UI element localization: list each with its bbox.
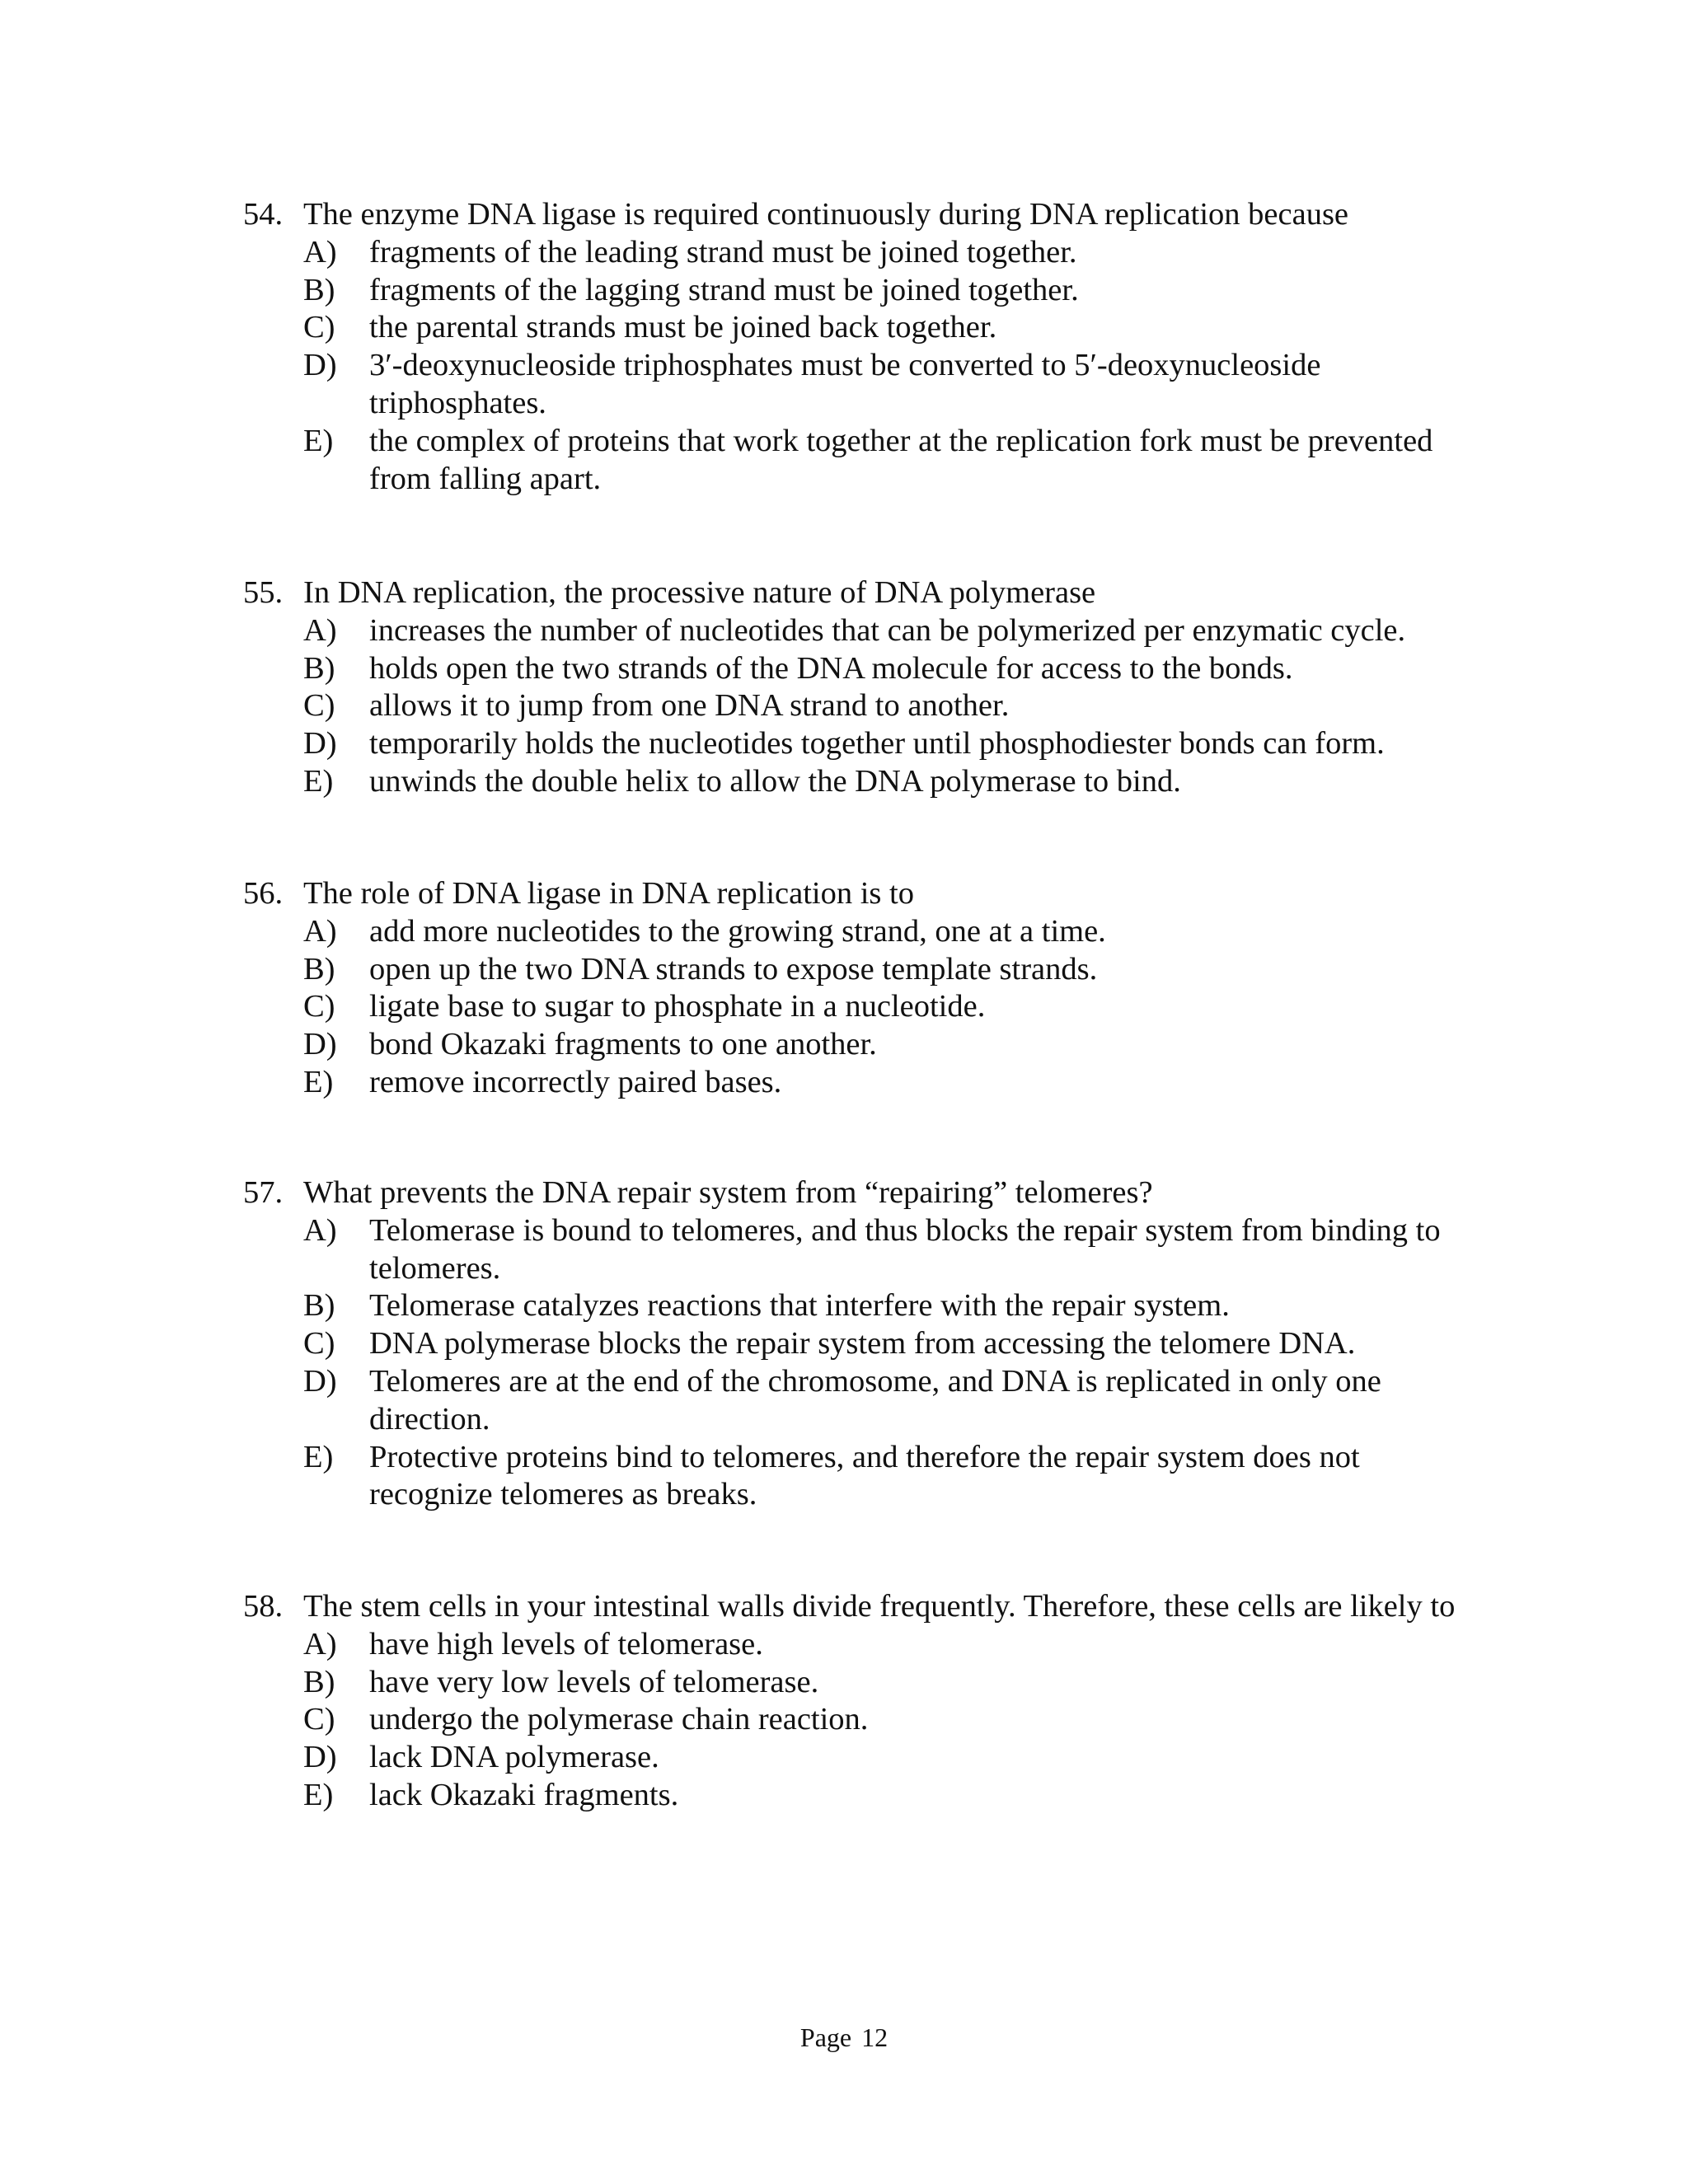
answer-option bbox=[303, 1026, 1479, 1064]
option-letter: B) bbox=[303, 650, 335, 686]
option-letter: E) bbox=[303, 763, 334, 799]
question-stem bbox=[243, 1174, 1479, 1212]
option-letter: A) bbox=[303, 913, 337, 949]
option-text: allows it to jump from one DNA strand to another. bbox=[369, 688, 1010, 724]
option-letter: E) bbox=[303, 1439, 334, 1474]
answer-option bbox=[303, 1064, 1479, 1102]
answer-options bbox=[243, 612, 1479, 801]
option-text: bond Okazaki fragments to one another. bbox=[369, 1027, 877, 1062]
answer-option bbox=[303, 1701, 1479, 1739]
answer-option bbox=[303, 650, 1479, 688]
option-letter: A) bbox=[303, 612, 337, 648]
option-text: temporarily holds the nucleotides together until phosphodiester bonds can form. bbox=[369, 726, 1385, 762]
question-number: 57. bbox=[243, 1175, 284, 1210]
option-letter: D) bbox=[303, 726, 337, 762]
answer-option bbox=[303, 1664, 1479, 1702]
page-number: 12 bbox=[861, 2022, 889, 2052]
question-number: 55. bbox=[243, 575, 284, 610]
option-letter: A) bbox=[303, 234, 337, 269]
question-stem bbox=[243, 196, 1479, 234]
page-label: Page bbox=[799, 2022, 852, 2052]
option-letter: E) bbox=[303, 1777, 334, 1812]
answer-option bbox=[303, 1777, 1479, 1815]
option-letter: E) bbox=[303, 1064, 334, 1099]
option-letter: D) bbox=[303, 1027, 337, 1062]
option-text: undergo the polymerase chain reaction. bbox=[369, 1702, 869, 1737]
option-text: lack Okazaki fragments. bbox=[369, 1777, 679, 1812]
question-text: The stem cells in your intestinal walls divide frequently. Therefore, these cells are likely to bbox=[303, 1589, 1456, 1624]
option-letter: B) bbox=[303, 951, 335, 987]
option-letter: C) bbox=[303, 688, 335, 724]
option-letter: D) bbox=[303, 348, 337, 383]
option-letter: E) bbox=[303, 423, 334, 458]
answer-options bbox=[243, 913, 1479, 1102]
option-text: lack DNA polymerase. bbox=[369, 1740, 659, 1775]
answer-options bbox=[243, 1626, 1479, 1815]
answer-option bbox=[303, 612, 1479, 650]
option-letter: C) bbox=[303, 1702, 335, 1737]
option-letter: A) bbox=[303, 1626, 337, 1661]
answer-option bbox=[303, 1739, 1479, 1777]
question-55 bbox=[243, 574, 1479, 801]
answer-option bbox=[303, 1626, 1479, 1664]
option-text: add more nucleotides to the growing strand, one at a time. bbox=[369, 913, 1106, 949]
option-text: open up the two DNA strands to expose template strands. bbox=[369, 951, 1098, 987]
answer-option bbox=[303, 1212, 1479, 1288]
option-text: Telomerase is bound to telomeres, and thus blocks the repair system from binding to telomeres. bbox=[369, 1212, 1441, 1286]
answer-option bbox=[303, 1439, 1479, 1515]
answer-option bbox=[303, 913, 1479, 951]
option-text: the complex of proteins that work together at the replication fork must be prevented from falling apart. bbox=[369, 423, 1433, 496]
option-letter: B) bbox=[303, 1288, 335, 1324]
option-text: holds open the two strands of the DNA molecule for access to the bonds. bbox=[369, 650, 1293, 686]
option-text: 3′-deoxynucleoside triphosphates must be converted to 5′-deoxynucleoside triphosphates. bbox=[369, 348, 1321, 420]
answer-option bbox=[303, 988, 1479, 1026]
option-text: fragments of the leading strand must be joined together. bbox=[369, 234, 1077, 269]
question-58 bbox=[243, 1588, 1479, 1815]
question-stem bbox=[243, 574, 1479, 612]
option-text: fragments of the lagging strand must be joined together. bbox=[369, 272, 1079, 307]
option-text: unwinds the double helix to allow the DNA polymerase to bind. bbox=[369, 763, 1181, 799]
option-letter: C) bbox=[303, 989, 335, 1024]
answer-option bbox=[303, 763, 1479, 801]
answer-option bbox=[303, 1287, 1479, 1325]
answer-option bbox=[303, 234, 1479, 272]
option-text: Telomeres are at the end of the chromosome, and DNA is replicated in only one direction. bbox=[369, 1363, 1381, 1436]
option-text: the parental strands must be joined back together. bbox=[369, 310, 997, 345]
question-number: 58. bbox=[243, 1589, 284, 1624]
option-letter: D) bbox=[303, 1740, 337, 1775]
question-number: 56. bbox=[243, 876, 284, 911]
option-letter: B) bbox=[303, 1664, 335, 1699]
question-57 bbox=[243, 1174, 1479, 1514]
option-text: Protective proteins bind to telomeres, and therefore the repair system does not recognize telomeres as breaks. bbox=[369, 1439, 1360, 1512]
answer-option bbox=[303, 309, 1479, 347]
option-letter: C) bbox=[303, 1326, 335, 1361]
answer-option bbox=[303, 347, 1479, 423]
answer-option bbox=[303, 272, 1479, 310]
answer-option bbox=[303, 1325, 1479, 1363]
answer-option bbox=[303, 687, 1479, 725]
answer-options bbox=[243, 234, 1479, 499]
question-text: What prevents the DNA repair system from “repairing” telomeres? bbox=[303, 1175, 1153, 1210]
question-stem bbox=[243, 1588, 1479, 1626]
option-text: have high levels of telomerase. bbox=[369, 1626, 763, 1661]
option-text: DNA polymerase blocks the repair system from accessing the telomere DNA. bbox=[369, 1326, 1356, 1361]
option-text: increases the number of nucleotides that can be polymerized per enzymatic cycle. bbox=[369, 612, 1406, 648]
answer-option bbox=[303, 423, 1479, 499]
answer-option bbox=[303, 951, 1479, 989]
option-letter: A) bbox=[303, 1212, 337, 1248]
answer-option bbox=[303, 1363, 1479, 1439]
option-letter: C) bbox=[303, 310, 335, 345]
question-number: 54. bbox=[243, 197, 284, 232]
question-text: In DNA replication, the processive nature of DNA polymerase bbox=[303, 575, 1096, 610]
answer-option bbox=[303, 725, 1479, 763]
page-footer bbox=[0, 2021, 1688, 2054]
option-letter: B) bbox=[303, 272, 335, 307]
question-54 bbox=[243, 196, 1479, 498]
question-text: The enzyme DNA ligase is required continuously during DNA replication because bbox=[303, 197, 1349, 232]
option-text: remove incorrectly paired bases. bbox=[369, 1064, 782, 1099]
question-56 bbox=[243, 875, 1479, 1102]
option-text: ligate base to sugar to phosphate in a nucleotide. bbox=[369, 989, 986, 1024]
question-stem bbox=[243, 875, 1479, 913]
question-text: The role of DNA ligase in DNA replication is to bbox=[303, 876, 914, 911]
option-text: have very low levels of telomerase. bbox=[369, 1664, 819, 1699]
option-text: Telomerase catalyzes reactions that interfere with the repair system. bbox=[369, 1288, 1230, 1324]
answer-options bbox=[243, 1212, 1479, 1514]
option-letter: D) bbox=[303, 1363, 337, 1399]
